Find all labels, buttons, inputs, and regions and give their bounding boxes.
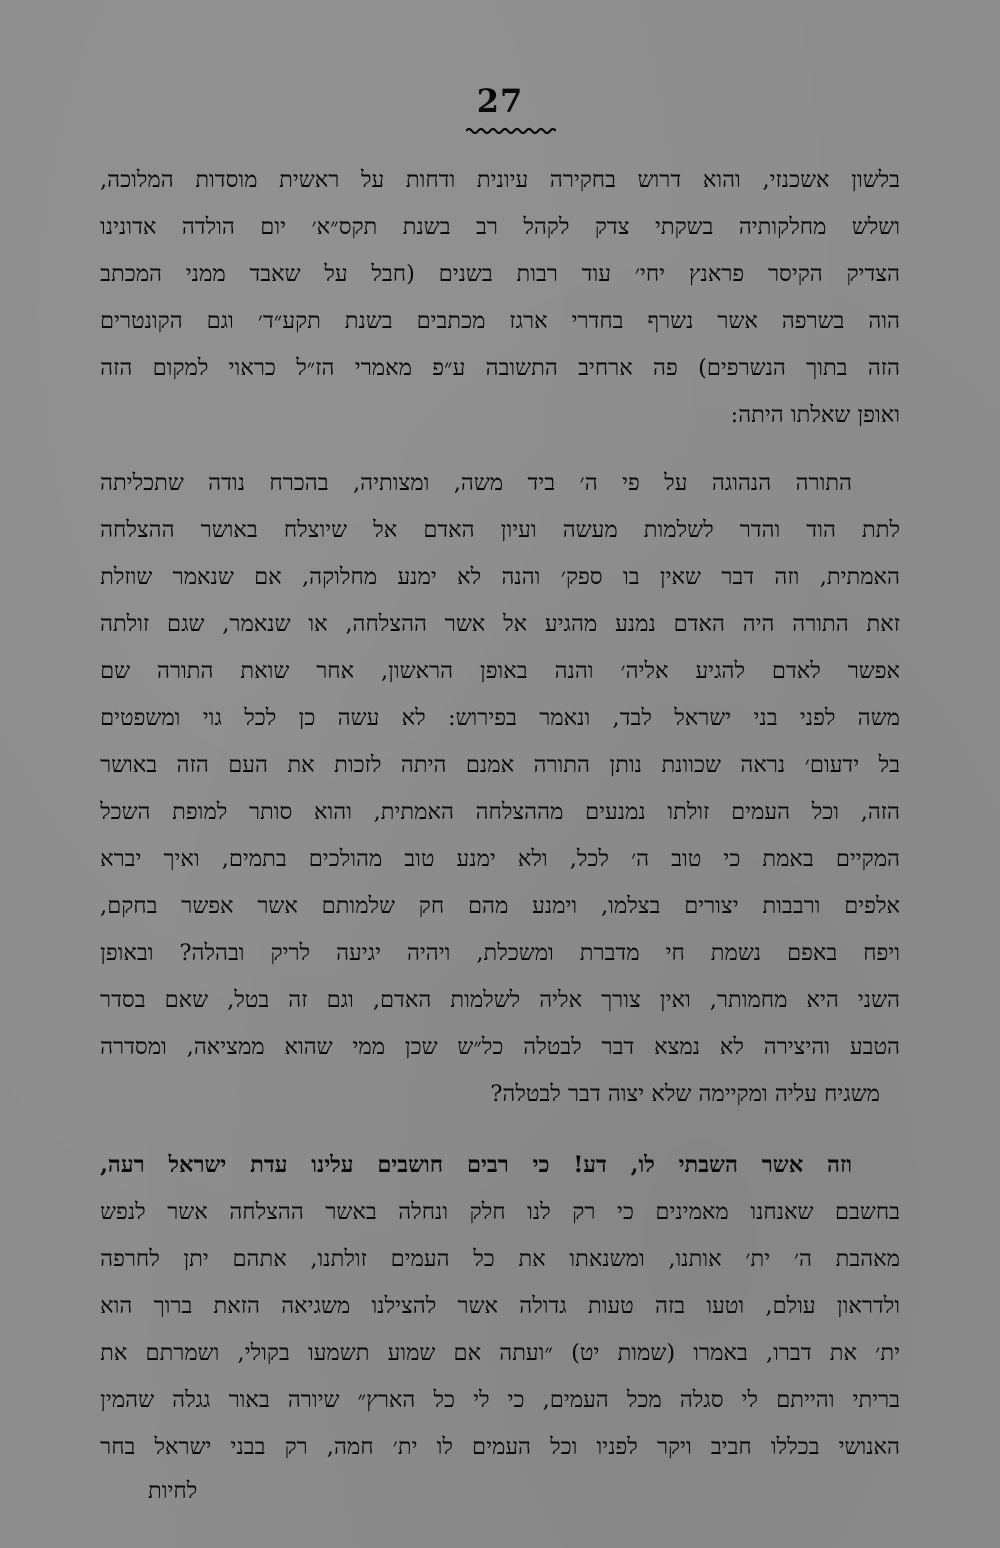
text-line: הצדיק הקיסר פראנץ יחי׳ עוד רבות בשנים (חבל על שאבד ממני המכתב	[100, 261, 900, 287]
text-line: המקיים באמת כי טוב ה׳ לכל, ולא ימנע טוב מהולכים בתמים, ואיך יברא	[100, 846, 900, 872]
text-line: ואופן שאלתו היתה:	[730, 402, 900, 428]
text-line: השני היא מחמותר, ואין צורך אליה לשלמות האדם, וגם זה בטל, שאם בסדר	[100, 987, 900, 1013]
paragraph-1	[100, 157, 900, 439]
wavy-rule-ornament	[466, 127, 556, 135]
text-line: הזה בתוך הנשרפים) פה ארחיב התשובה ע״פ מאמרי הז״ל כראוי למקום הזה	[100, 355, 900, 381]
page-number: 27	[476, 82, 524, 120]
text-line: זאת התורה היה האדם נמנע מהגיע אל אשר ההצלחה, או שנאמר, שגם זולתה	[100, 611, 900, 637]
catchword: לחיות	[148, 1478, 198, 1504]
text-line: לתת הוד והדר לשלמות מעשה ועיון האדם אל שיוצלח באושר ההצלחה	[100, 517, 900, 543]
text-line: הזה, וכל העמים זולתו נמנעים מההצלחה האמתית, והוא סותר למופת השכל	[100, 799, 900, 825]
text-line: מאהבת ה׳ ית׳ אותנו, ומשנאתו את כל העמים זולתנו, אתהם יתן לחרפה	[100, 1246, 900, 1272]
text-line: האמתית, וזה דבר שאין בו ספק׳ והנה לא ימנע מחלוקה, אם שנאמר שוזלת	[100, 564, 900, 590]
paragraph-3	[100, 1142, 900, 1471]
text-line: משגיח עליה ומקיימה שלא יצוה דבר לבטלה?	[490, 1081, 880, 1107]
paragraph-2	[100, 460, 900, 1118]
text-line: בל ידעום׳ נראה שכוונת נותן התורה אמנם היתה לזכות את העם הזה באושר	[100, 752, 900, 778]
text-line: בחשבם שאנחנו מאמינים כי רק לנו חלק ונחלה באשר ההצלחה אשר לנפש	[100, 1199, 900, 1225]
text-line: בריתי והייתם לי סגלה מכל העמים, כי לי כל הארץ״ שיורה באור גגלה שהמין	[100, 1387, 900, 1413]
text-line: אלפים ורבבות יצורים בצלמו, וימנע מהם חק שלמותם אשר אפשר בחקם,	[100, 893, 900, 919]
text-line: הטבע והיצירה לא נמצא דבר לבטלה כל״ש שכן ממי שהוא ממציאה, ומסדרה	[100, 1034, 900, 1060]
text-line: ית׳ את דברו, באמרו (שמות יט) ״ועתה אם שמוע תשמעו בקולי, ושמרתם את	[100, 1340, 900, 1366]
text-line: האנושי בכללו חביב ויקר לפניו וכל העמים לו ית׳ חמה, רק בבני ישראל בחר	[100, 1434, 900, 1460]
text-line: הוה בשרפה אשר נשרף בחדרי ארגז מכתבים בשנת תקע״ד׳ וגם הקונטרים	[100, 308, 900, 334]
text-line: ולדראון עולם, וטעו בזה טעות גדולה אשר להצילנו משגיאה הזאת ברוך הוא	[100, 1293, 900, 1319]
text-line: התורה הנהוגה על פי ה׳ ביד משה, ומצותיה, בהכרח נודה שתכליתה	[100, 470, 852, 496]
text-line: בלשון אשכנזי, והוא דרוש בחקירה עיונית ודחות על ראשית מוסדות המלוכה,	[100, 167, 900, 193]
text-line: וזה אשר השבתי לו, דע! כי רבים חושבים עלינו עדת ישראל רעה,	[100, 1152, 852, 1178]
text-line: משה לפני בני ישראל לבד, ונאמר בפירוש: לא עשה כן לכל גוי ומשפטים	[100, 705, 900, 731]
text-line: אפשר לאדם להגיע אליה׳ והנה באופן הראשון, אחר שואת התורה שם	[100, 658, 900, 684]
text-line: ושלש מחלקותיה בשקתי צדק לקהל רב בשנת תקס״א׳ יום הולדה אדונינו	[100, 214, 900, 240]
text-line: ויפח באפם נשמת חי מדברת ומשכלת, ויהיה יגיעה לריק ובהלה? ובאופן	[100, 940, 900, 966]
